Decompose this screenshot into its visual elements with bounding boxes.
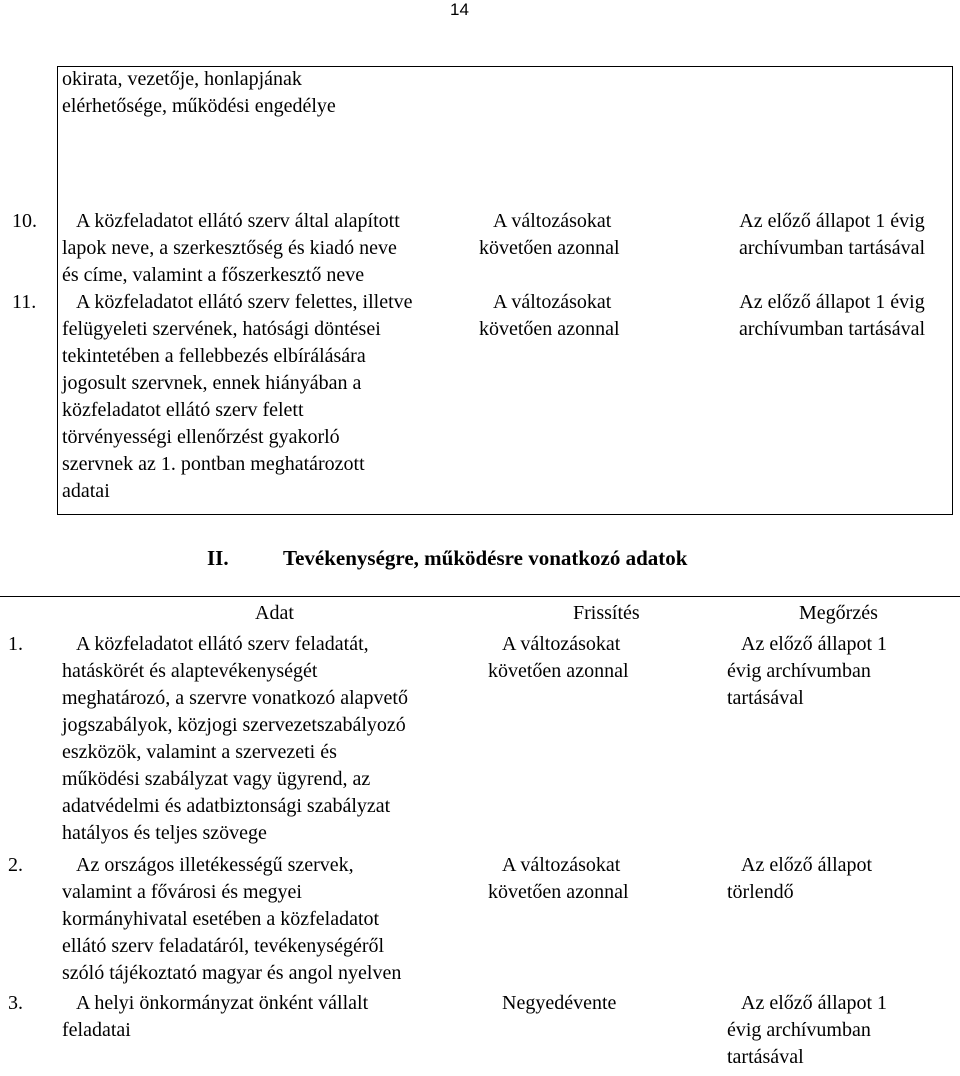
update-cell <box>479 289 689 343</box>
retention-cell <box>712 208 952 262</box>
retention-line: Az előző állapot 1 évig <box>739 210 925 232</box>
data-line: adatai <box>62 480 110 502</box>
data-line: jogszabályok, közjogi szervezetszabályozó <box>62 714 406 736</box>
retention-line: évig archívumban <box>727 660 871 682</box>
data-line: tekintetében a fellebbezés elbírálására <box>62 345 366 367</box>
data-line: valamint a fővárosi és megyei <box>62 881 302 903</box>
update-cell <box>479 208 689 262</box>
data-line: A helyi önkormányzat önként vállalt <box>76 992 369 1014</box>
page-number: 14 <box>450 0 469 19</box>
data-line: felügyeleti szervének, hatósági döntései <box>62 318 381 340</box>
row-number: 10. <box>12 210 37 232</box>
data-line: Az országos illetékességű szervek, <box>76 854 354 876</box>
update-cell <box>488 852 708 906</box>
row-data-cell <box>62 852 482 987</box>
data-line: adatvédelmi és adatbiztonsági szabályzat <box>62 795 391 817</box>
data-line: és címe, valamint a főszerkesztő neve <box>62 264 365 286</box>
section-heading <box>0 541 960 571</box>
continuation-line: okirata, vezetője, honlapjának <box>62 68 302 90</box>
update-cell <box>488 631 708 685</box>
row-data-cell <box>62 289 480 505</box>
update-line: követően azonnal <box>488 660 629 682</box>
section-title: Tevékenységre, működésre vonatkozó adatok <box>283 546 688 570</box>
retention-cell <box>712 289 952 343</box>
data-line: A közfeladatot ellátó szerv által alapított <box>76 210 400 232</box>
update-line: A változásokat <box>502 854 621 876</box>
update-line: Negyedévente <box>502 992 617 1014</box>
update-line: A változásokat <box>493 210 612 232</box>
retention-line: archívumban tartásával <box>738 237 926 259</box>
header-data: Adat <box>255 602 294 624</box>
retention-line: tartásával <box>727 687 804 709</box>
retention-line: Az előző állapot 1 <box>741 633 888 655</box>
retention-line: Az előző állapot 1 évig <box>739 291 925 313</box>
data-line: A közfeladatot ellátó szerv feladatát, <box>76 633 369 655</box>
section-number: II. <box>207 546 229 570</box>
row-data-cell <box>62 990 482 1044</box>
data-line: lapok neve, a szerkesztőség és kiadó neve <box>62 237 397 259</box>
data-line: törvényességi ellenőrzést gyakorló <box>62 426 340 448</box>
row-number: 11. <box>12 291 37 313</box>
data-line: működési szabályzat vagy ügyrend, az <box>62 768 371 790</box>
data-line: feladatai <box>62 1019 131 1041</box>
retention-line: Az előző állapot 1 <box>741 992 888 1014</box>
retention-cell <box>727 852 952 906</box>
data-line: meghatározó, a szervre vonatkozó alapvető <box>62 687 408 709</box>
retention-line: Az előző állapot <box>741 854 873 876</box>
update-line: követően azonnal <box>488 881 629 903</box>
retention-line: tartásával <box>727 1046 804 1068</box>
update-line: A változásokat <box>493 291 612 313</box>
update-line: követően azonnal <box>479 237 620 259</box>
retention-line: évig archívumban <box>727 1019 871 1041</box>
data-line: szóló tájékoztató magyar és angol nyelven <box>62 962 402 984</box>
data-line: szervnek az 1. pontban meghatározott <box>62 453 365 475</box>
header-retention: Megőrzés <box>799 602 878 624</box>
row-number: 2. <box>8 854 23 876</box>
data-line: hatáskörét és alaptevékenységét <box>62 660 318 682</box>
update-line: követően azonnal <box>479 318 620 340</box>
data-line: A közfeladatot ellátó szerv felettes, illetve <box>76 291 413 313</box>
data-line: közfeladatot ellátó szerv felett <box>62 399 304 421</box>
update-line: A változásokat <box>502 633 621 655</box>
retention-line: archívumban tartásával <box>738 318 926 340</box>
row-number: 3. <box>8 992 23 1014</box>
row-number: 1. <box>8 633 23 655</box>
continuation-cell <box>62 66 472 120</box>
retention-cell <box>727 631 952 712</box>
data-line: eszközök, valamint a szervezeti és <box>62 741 337 763</box>
update-cell <box>488 990 708 1017</box>
continuation-line: elérhetősége, működési engedélye <box>62 95 336 117</box>
data-line: hatályos és teljes szövege <box>62 822 267 844</box>
row-data-cell <box>62 631 482 847</box>
data-line: jogosult szervnek, ennek hiányában a <box>62 372 362 394</box>
data-line: ellátó szerv feladatáról, tevékenységéről <box>62 935 385 957</box>
row-data-cell <box>62 208 477 289</box>
retention-line: törlendő <box>727 881 794 903</box>
retention-cell <box>727 990 952 1071</box>
header-update: Frissítés <box>573 602 640 624</box>
data-line: kormányhivatal esetében a közfeladatot <box>62 908 380 930</box>
